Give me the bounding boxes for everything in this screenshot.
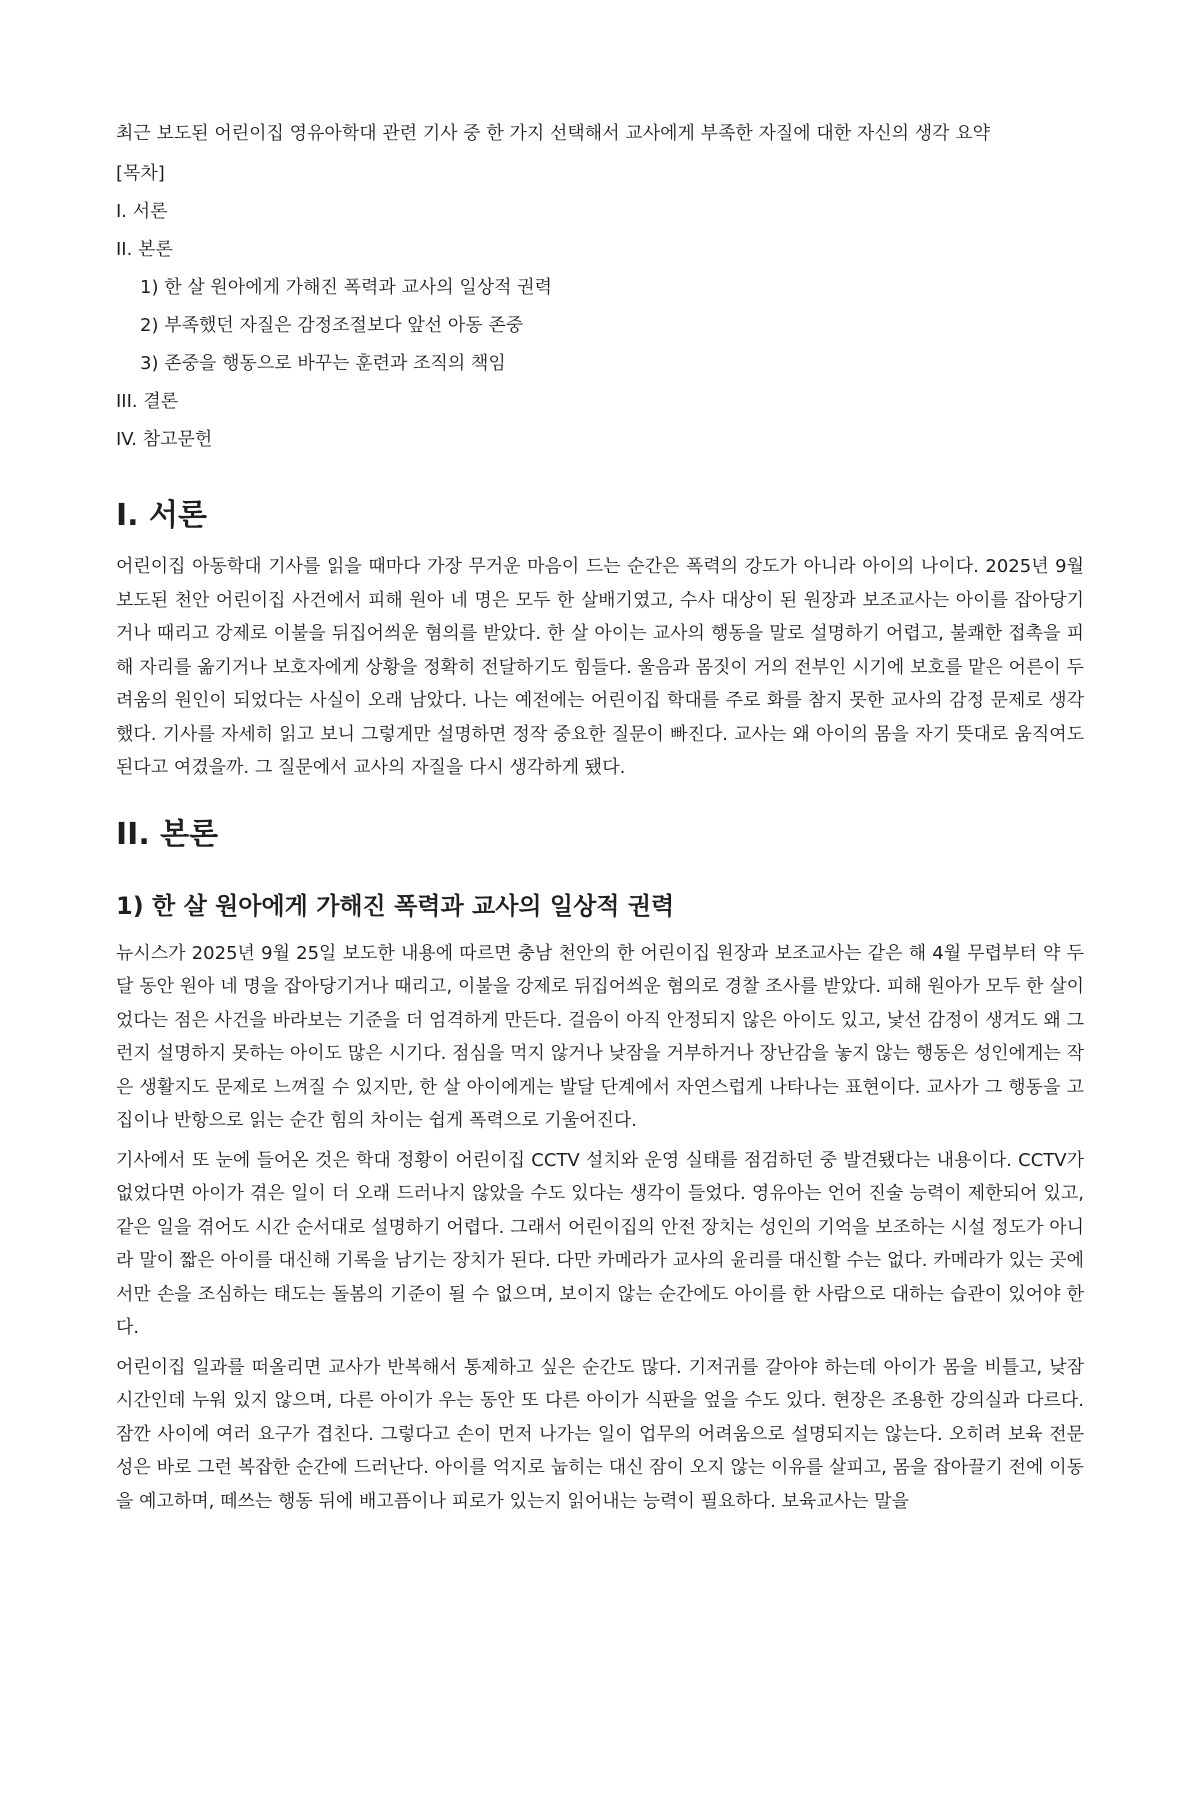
toc-item-body-1: 1) 한 살 원아에게 가해진 폭력과 교사의 일상적 권력 — [140, 277, 553, 298]
intro-paragraph: 어린이집 아동학대 기사를 읽을 때마다 가장 무거운 마음이 드는 순간은 폭력의 강도가 아니라 아이의 나이다. 2025년 9월 보도된 천안 어린이집 사건에서 피해 원아 네 명은 모두 한 살배기였고, 수사 대상이 된 원장과 보조교사는 아이를 잡아당기거나 때리고 강제로 이불을 뒤집어씌운 혐의를 받았다. 한 살 아이는 교사의 행동을 말로 설명하기 어렵고, 불쾌한 접촉을 피해 자리를 옮기거나 보호자에게 상황을 정확히 전달하기도 힘들다. 울음과 몸짓이 거의 전부인 시기에 보호를 맡은 어른이 두려움의 원인이 되었다는 사실이 오래 남았다. 나는 예전에는 어린이집 학대를 주로 화를 참지 못한 교사의 감정 문제로 생각했다. 기사를 자세히 읽고 보니 그렇게만 설명하면 정작 중요한 질문이 빠진다. 교사는 왜 아이의 몸을 자기 뜻대로 움직여도 된다고 여겼을까. 그 질문에서 교사의 자질을 다시 생각하게 됐다. — [116, 556, 1084, 778]
toc-item-body-3: 3) 존중을 행동으로 바꾸는 훈련과 조직의 책임 — [140, 353, 506, 374]
toc-item-intro: I. 서론 — [116, 201, 168, 222]
toc-item-body: II. 본론 — [116, 239, 173, 260]
assignment-prompt: 최근 보도된 어린이집 영유아학대 관련 기사 중 한 가지 선택해서 교사에게 부족한 자질에 대한 자신의 생각 요약 — [116, 123, 991, 144]
body-paragraph: 뉴시스가 2025년 9월 25일 보도한 내용에 따르면 충남 천안의 한 어린이집 원장과 보조교사는 같은 해 4월 무렵부터 약 두 달 동안 원아 네 명을 잡아당기거나 때리고, 이불을 강제로 뒤집어씌운 혐의로 경찰 조사를 받았다. 피해 원아가 모두 한 살이었다는 점은 사건을 바라보는 기준을 더 엄격하게 만든다. 걸음이 아직 안정되지 않은 아이도 있고, 낯선 감정이 생겨도 왜 그런지 설명하지 못하는 아이도 많은 시기다. 점심을 먹지 않거나 낮잠을 거부하거나 장난감을 놓지 않는 행동은 성인에게는 작은 생활지도 문제로 느껴질 수 있지만, 한 살 아이에게는 발달 단계에서 자연스럽게 나타나는 표현이다. 교사가 그 행동을 고집이나 반항으로 읽는 순간 힘의 차이는 쉽게 폭력으로 기울어진다. — [116, 942, 1084, 1131]
toc-heading: [목차] — [116, 163, 165, 184]
table-of-contents — [116, 158, 1084, 456]
section-title-intro: I. 서론 — [116, 498, 207, 533]
section-title-body: II. 본론 — [116, 816, 219, 852]
toc-item-conclusion: III. 결론 — [116, 391, 179, 412]
body-paragraph: 어린이집 일과를 떠올리면 교사가 반복해서 통제하고 싶은 순간도 많다. 기저귀를 갈아야 하는데 아이가 몸을 비틀고, 낮잠 시간인데 누워 있지 않으며, 다른 아이가 우는 동안 또 다른 아이가 식판을 엎을 수도 있다. 현장은 조용한 강의실과 다르다. 잠깐 사이에 여러 요구가 겹친다. 그렇다고 손이 먼저 나가는 일이 업무의 어려움으로 설명되지는 않는다. 오히려 보육 전문성은 바로 그런 복잡한 순간에 드러난다. 아이를 억지로 눕히는 대신 잠이 오지 않는 이유를 살피고, 몸을 잡아끌기 전에 이동을 예고하며, 떼쓰는 행동 뒤에 배고픔이나 피로가 있는지 읽어내는 능력이 필요하다. 보육교사는 말을 — [116, 1356, 1084, 1512]
subsection-title-1: 1) 한 살 원아에게 가해진 폭력과 교사의 일상적 권력 — [116, 891, 675, 920]
document-page — [0, 118, 1200, 1518]
toc-item-references: IV. 참고문헌 — [116, 429, 213, 450]
toc-item-body-2: 2) 부족했던 자질은 감정조절보다 앞선 아동 존중 — [140, 315, 524, 336]
body-paragraph: 기사에서 또 눈에 들어온 것은 학대 정황이 어린이집 CCTV 설치와 운영 실태를 점검하던 중 발견됐다는 내용이다. CCTV가 없었다면 아이가 겪은 일이 더 오래 드러나지 않았을 수도 있다는 생각이 들었다. 영유아는 언어 진술 능력이 제한되어 있고, 같은 일을 겪어도 시간 순서대로 설명하기 어렵다. 그래서 어린이집의 안전 장치는 성인의 기억을 보조하는 시설 정도가 아니라 말이 짧은 아이를 대신해 기록을 남기는 장치가 된다. 다만 카메라가 교사의 윤리를 대신할 수는 없다. 카메라가 있는 곳에서만 손을 조심하는 태도는 돌봄의 기준이 될 수 없으며, 보이지 않는 순간에도 아이를 한 사람으로 대하는 습관이 있어야 한다. — [116, 1149, 1084, 1338]
